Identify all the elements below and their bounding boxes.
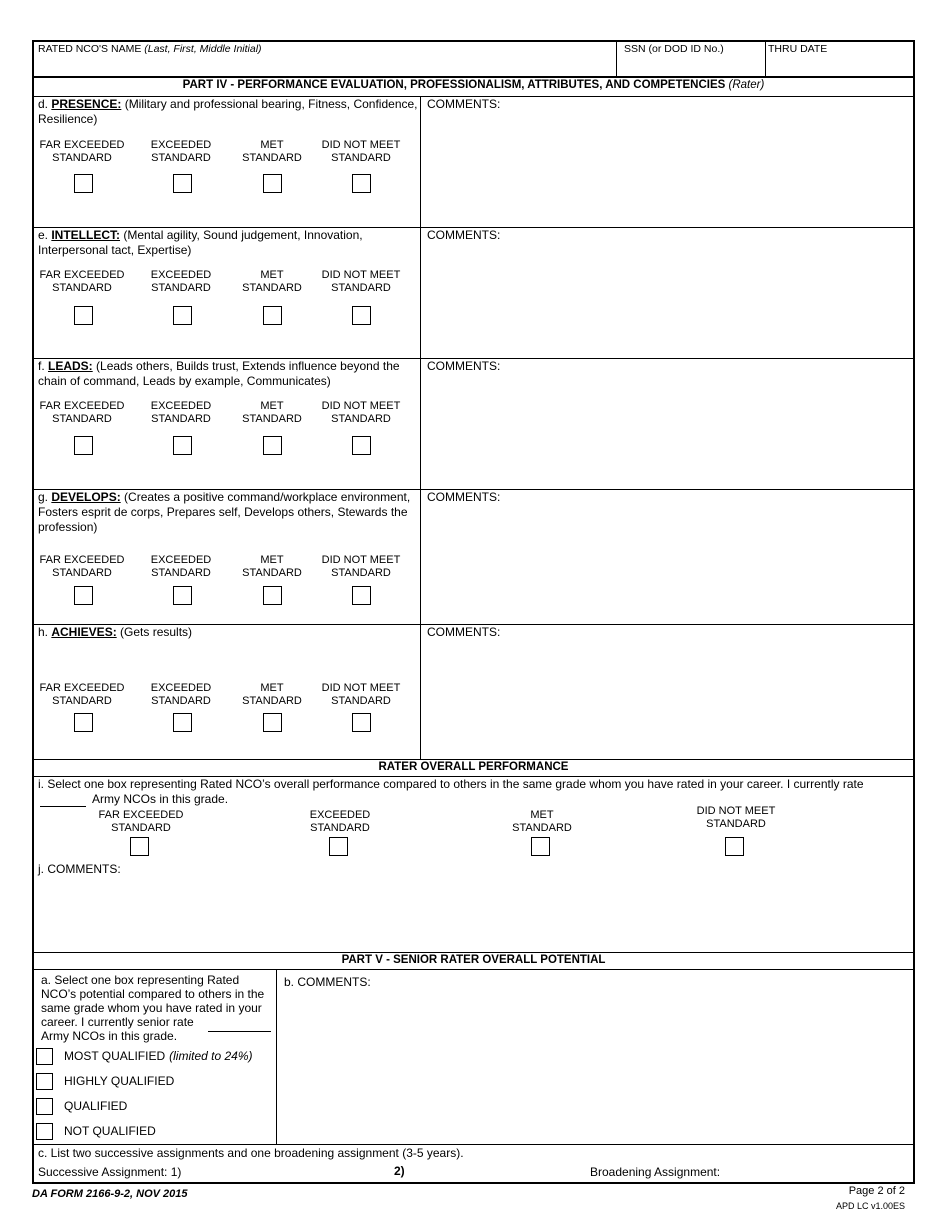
- competency-name: PRESENCE:: [51, 97, 122, 111]
- intellect-comments-field[interactable]: [422, 243, 912, 356]
- successive-assignment-2-label: 2): [394, 1164, 405, 1178]
- divider: [34, 969, 913, 970]
- name-hint-text: (Last, First, Middle Initial): [144, 43, 262, 55]
- part5-instruction-2: NCO’s potential compared to others in the: [41, 987, 265, 1001]
- rating-label-line: FAR EXCEEDED: [39, 554, 125, 566]
- rating-label-far-exceeded: [34, 400, 130, 426]
- highly-qualified-checkbox[interactable]: [36, 1073, 53, 1090]
- rater-overall-instruction-tail: Army NCOs in this grade.: [92, 792, 229, 806]
- rating-label-line: STANDARD: [331, 695, 391, 707]
- leads-far-exceeded-checkbox[interactable]: [74, 436, 93, 455]
- competency-description: (Leads others, Builds trust, Extends influence beyond the chain of command, Leads by example, Communicates): [38, 359, 400, 388]
- overall-rating-label-far-exceeded: [91, 809, 191, 835]
- presence-comments-field[interactable]: [422, 112, 912, 225]
- competency-description: (Gets results): [116, 625, 193, 639]
- rating-label-line: DID NOT MEET: [321, 682, 401, 694]
- part4-title-text: PART IV - PERFORMANCE EVALUATION, PROFESSIONALISM, ATTRIBUTES, AND COMPETENCIES: [182, 79, 726, 91]
- rating-label-line: EXCEEDED: [150, 682, 212, 694]
- achieves-comments-field[interactable]: [422, 640, 912, 757]
- rating-label-line: STANDARD: [512, 822, 572, 834]
- presence-met-checkbox[interactable]: [263, 174, 282, 193]
- rating-label-met: [224, 139, 320, 165]
- rater-comments-field[interactable]: [34, 878, 913, 952]
- thru-date-label: THRU DATE: [768, 43, 828, 55]
- successive-assignment-1-field[interactable]: [194, 1162, 384, 1180]
- rating-label-met: [224, 400, 320, 426]
- intellect-comments-label: COMMENTS:: [427, 228, 501, 242]
- divider: [34, 952, 913, 953]
- rating-label-line: STANDARD: [52, 567, 112, 579]
- rating-label-line: MET: [260, 400, 284, 412]
- competency-description: (Military and professional bearing, Fitness, Confidence, Resilience): [38, 97, 418, 126]
- rating-label-line: STANDARD: [151, 152, 211, 164]
- rating-label-line: EXCEEDED: [309, 809, 371, 821]
- rating-label-line: STANDARD: [151, 567, 211, 579]
- rating-label-line: FAR EXCEEDED: [39, 269, 125, 281]
- leads-did-not-meet-checkbox[interactable]: [352, 436, 371, 455]
- presence-exceeded-checkbox[interactable]: [173, 174, 192, 193]
- rating-label-line: STANDARD: [151, 413, 211, 425]
- rating-label-did-not-meet: [313, 682, 409, 708]
- rating-label-line: FAR EXCEEDED: [39, 682, 125, 694]
- competency-name: DEVELOPS:: [51, 490, 121, 504]
- rating-label-line: STANDARD: [242, 282, 302, 294]
- competency-description: (Mental agility, Sound judgement, Innovation, Interpersonal tact, Expertise): [38, 228, 363, 257]
- rating-label-line: EXCEEDED: [150, 139, 212, 151]
- qualified-label: [64, 1099, 131, 1113]
- rater-overall-title: RATER OVERALL PERFORMANCE: [378, 761, 569, 773]
- intellect-met-checkbox[interactable]: [263, 306, 282, 325]
- intellect-exceeded-checkbox[interactable]: [173, 306, 192, 325]
- leads-comments-label: COMMENTS:: [427, 359, 501, 373]
- rating-label-line: STANDARD: [151, 695, 211, 707]
- rating-label-did-not-meet: [313, 139, 409, 165]
- form-id: DA FORM 2166-9-2, NOV 2015: [32, 1188, 188, 1200]
- option-label-text: MOST QUALIFIED: [64, 1049, 166, 1063]
- rating-label-line: DID NOT MEET: [696, 805, 776, 817]
- form-version: APD LC v1.00ES: [835, 1201, 905, 1211]
- rating-label-line: FAR EXCEEDED: [39, 139, 125, 151]
- part5-instruction-3: same grade whom you have rated in your: [41, 1001, 262, 1015]
- achieves-far-exceeded-checkbox[interactable]: [74, 713, 93, 732]
- presence-did-not-meet-checkbox[interactable]: [352, 174, 371, 193]
- page-number: Page 2 of 2: [848, 1185, 905, 1197]
- overall-far-exceeded-checkbox[interactable]: [130, 837, 149, 856]
- presence-far-exceeded-checkbox[interactable]: [74, 174, 93, 193]
- develops-far-exceeded-checkbox[interactable]: [74, 586, 93, 605]
- overall-rating-label-exceeded: [290, 809, 390, 835]
- competency-letter: g.: [38, 490, 52, 504]
- achieves-did-not-meet-checkbox[interactable]: [352, 713, 371, 732]
- overall-rating-label-did-not-meet: [686, 805, 786, 831]
- rating-label-line: STANDARD: [331, 413, 391, 425]
- rating-label-exceeded: [133, 139, 229, 165]
- develops-comments-field[interactable]: [422, 505, 912, 622]
- rater-overall-instruction: i. Select one box representing Rated NCO’s overall performance compared to others in the same grade whom you have rated in your career. I currently rate: [38, 777, 864, 791]
- part5-comments-label: b. COMMENTS:: [284, 975, 371, 989]
- assignments-label: c. List two successive assignments and one broadening assignment (3-5 years).: [38, 1146, 464, 1160]
- rater-count-field[interactable]: [40, 806, 86, 807]
- leads-exceeded-checkbox[interactable]: [173, 436, 192, 455]
- rater-comments-label: j. COMMENTS:: [38, 862, 121, 876]
- rating-label-line: STANDARD: [151, 282, 211, 294]
- achieves-met-checkbox[interactable]: [263, 713, 282, 732]
- not-qualified-label: [64, 1124, 160, 1138]
- competency-letter: f.: [38, 359, 49, 373]
- overall-exceeded-checkbox[interactable]: [329, 837, 348, 856]
- leads-met-checkbox[interactable]: [263, 436, 282, 455]
- rating-label-exceeded: [133, 400, 229, 426]
- competency-title-intellect: [38, 228, 420, 258]
- most-qualified-checkbox[interactable]: [36, 1048, 53, 1065]
- rating-label-line: MET: [260, 554, 284, 566]
- most-qualified-label: [64, 1049, 253, 1063]
- rating-label-line: STANDARD: [706, 818, 766, 830]
- rating-label-line: STANDARD: [52, 152, 112, 164]
- competency-title-leads: [38, 359, 420, 389]
- part5-comments-field[interactable]: [278, 990, 913, 1143]
- leads-comments-field[interactable]: [422, 374, 912, 487]
- senior-rater-count-field[interactable]: [208, 1031, 271, 1032]
- rating-label-line: EXCEEDED: [150, 269, 212, 281]
- part5-instruction-5: Army NCOs in this grade.: [41, 1029, 178, 1043]
- rating-label-line: FAR EXCEEDED: [39, 400, 125, 412]
- broadening-assignment-label: Broadening Assignment:: [590, 1165, 721, 1179]
- part4-title-suffix: (Rater): [728, 79, 765, 91]
- rating-label-line: MET: [260, 269, 284, 281]
- rating-label-line: STANDARD: [242, 413, 302, 425]
- rating-label-line: MET: [260, 139, 284, 151]
- rating-label-line: EXCEEDED: [150, 554, 212, 566]
- rating-label-far-exceeded: [34, 269, 130, 295]
- achieves-comments-label: COMMENTS:: [427, 625, 501, 639]
- competency-title-develops: [38, 490, 420, 535]
- overall-did-not-meet-checkbox[interactable]: [725, 837, 744, 856]
- broadening-assignment-field[interactable]: [730, 1162, 910, 1180]
- option-label-text: QUALIFIED: [64, 1099, 128, 1113]
- rating-label-line: DID NOT MEET: [321, 554, 401, 566]
- rating-label-line: STANDARD: [310, 822, 370, 834]
- rating-label-line: STANDARD: [111, 822, 171, 834]
- presence-comments-label: COMMENTS:: [427, 97, 501, 111]
- column-divider: [420, 96, 421, 760]
- rating-label-did-not-meet: [313, 400, 409, 426]
- rating-label-met: [224, 269, 320, 295]
- rating-label-line: MET: [260, 682, 284, 694]
- rating-label-line: STANDARD: [242, 567, 302, 579]
- rating-label-exceeded: [133, 682, 229, 708]
- ssn-field[interactable]: [617, 54, 765, 74]
- competency-letter: h.: [38, 625, 52, 639]
- competency-description: (Creates a positive command/workplace environment, Fosters esprit de corps, Prepares self, Develops others, Stewards the profession): [38, 490, 411, 534]
- develops-exceeded-checkbox[interactable]: [173, 586, 192, 605]
- thru-date-field[interactable]: [766, 54, 914, 74]
- achieves-exceeded-checkbox[interactable]: [173, 713, 192, 732]
- rating-label-line: STANDARD: [331, 152, 391, 164]
- competency-title-presence: [38, 97, 420, 127]
- rating-label-line: STANDARD: [52, 695, 112, 707]
- rating-label-met: [224, 554, 320, 580]
- rated-nco-name-field[interactable]: [34, 54, 616, 74]
- competency-name: LEADS:: [48, 359, 93, 373]
- qualified-checkbox[interactable]: [36, 1098, 53, 1115]
- intellect-did-not-meet-checkbox[interactable]: [352, 306, 371, 325]
- rating-label-far-exceeded: [34, 554, 130, 580]
- divider: [34, 759, 913, 760]
- rating-label-line: DID NOT MEET: [321, 139, 401, 151]
- develops-comments-label: COMMENTS:: [427, 490, 501, 504]
- part5-title: PART V - SENIOR RATER OVERALL POTENTIAL: [341, 954, 606, 966]
- rating-label-line: EXCEEDED: [150, 400, 212, 412]
- successive-assignment-2-field[interactable]: [412, 1162, 582, 1180]
- option-label-text: NOT QUALIFIED: [64, 1124, 156, 1138]
- part4-title: [34, 79, 913, 91]
- divider: [34, 1144, 913, 1145]
- rating-label-far-exceeded: [34, 139, 130, 165]
- overall-rating-label-met: [492, 809, 592, 835]
- successive-assignment-label: Successive Assignment: 1): [38, 1165, 182, 1179]
- develops-did-not-meet-checkbox[interactable]: [352, 586, 371, 605]
- rating-label-met: [224, 682, 320, 708]
- rating-label-line: STANDARD: [331, 282, 391, 294]
- name-label-text: RATED NCO'S NAME: [38, 43, 142, 55]
- competency-letter: e.: [38, 228, 52, 242]
- column-divider: [276, 969, 277, 1144]
- divider: [34, 76, 913, 78]
- rating-label-did-not-meet: [313, 554, 409, 580]
- option-label-text: HIGHLY QUALIFIED: [64, 1074, 175, 1088]
- competency-name: ACHIEVES:: [51, 625, 117, 639]
- rating-label-line: STANDARD: [242, 152, 302, 164]
- rating-label-line: DID NOT MEET: [321, 400, 401, 412]
- competency-letter: d.: [38, 97, 52, 111]
- not-qualified-checkbox[interactable]: [36, 1123, 53, 1140]
- competency-title-achieves: [38, 625, 420, 640]
- ssn-label: SSN (or DOD ID No.): [624, 43, 724, 55]
- part5-instruction-4: career. I currently senior rate: [41, 1015, 194, 1029]
- rating-label-line: STANDARD: [52, 413, 112, 425]
- overall-met-checkbox[interactable]: [531, 837, 550, 856]
- rating-label-line: FAR EXCEEDED: [98, 809, 184, 821]
- part5-instruction-1: a. Select one box representing Rated: [41, 973, 240, 987]
- highly-qualified-label: [64, 1074, 178, 1088]
- rating-label-line: STANDARD: [242, 695, 302, 707]
- rating-label-far-exceeded: [34, 682, 130, 708]
- rating-label-line: STANDARD: [331, 567, 391, 579]
- rating-label-exceeded: [133, 269, 229, 295]
- rating-label-line: DID NOT MEET: [321, 269, 401, 281]
- evaluation-form: [32, 40, 915, 1184]
- rating-label-line: STANDARD: [52, 282, 112, 294]
- rating-label-line: MET: [530, 809, 554, 821]
- develops-met-checkbox[interactable]: [263, 586, 282, 605]
- intellect-far-exceeded-checkbox[interactable]: [74, 306, 93, 325]
- rating-label-did-not-meet: [313, 269, 409, 295]
- option-note-text: (limited to 24%): [169, 1049, 253, 1063]
- competency-name: INTELLECT:: [51, 228, 121, 242]
- rating-label-exceeded: [133, 554, 229, 580]
